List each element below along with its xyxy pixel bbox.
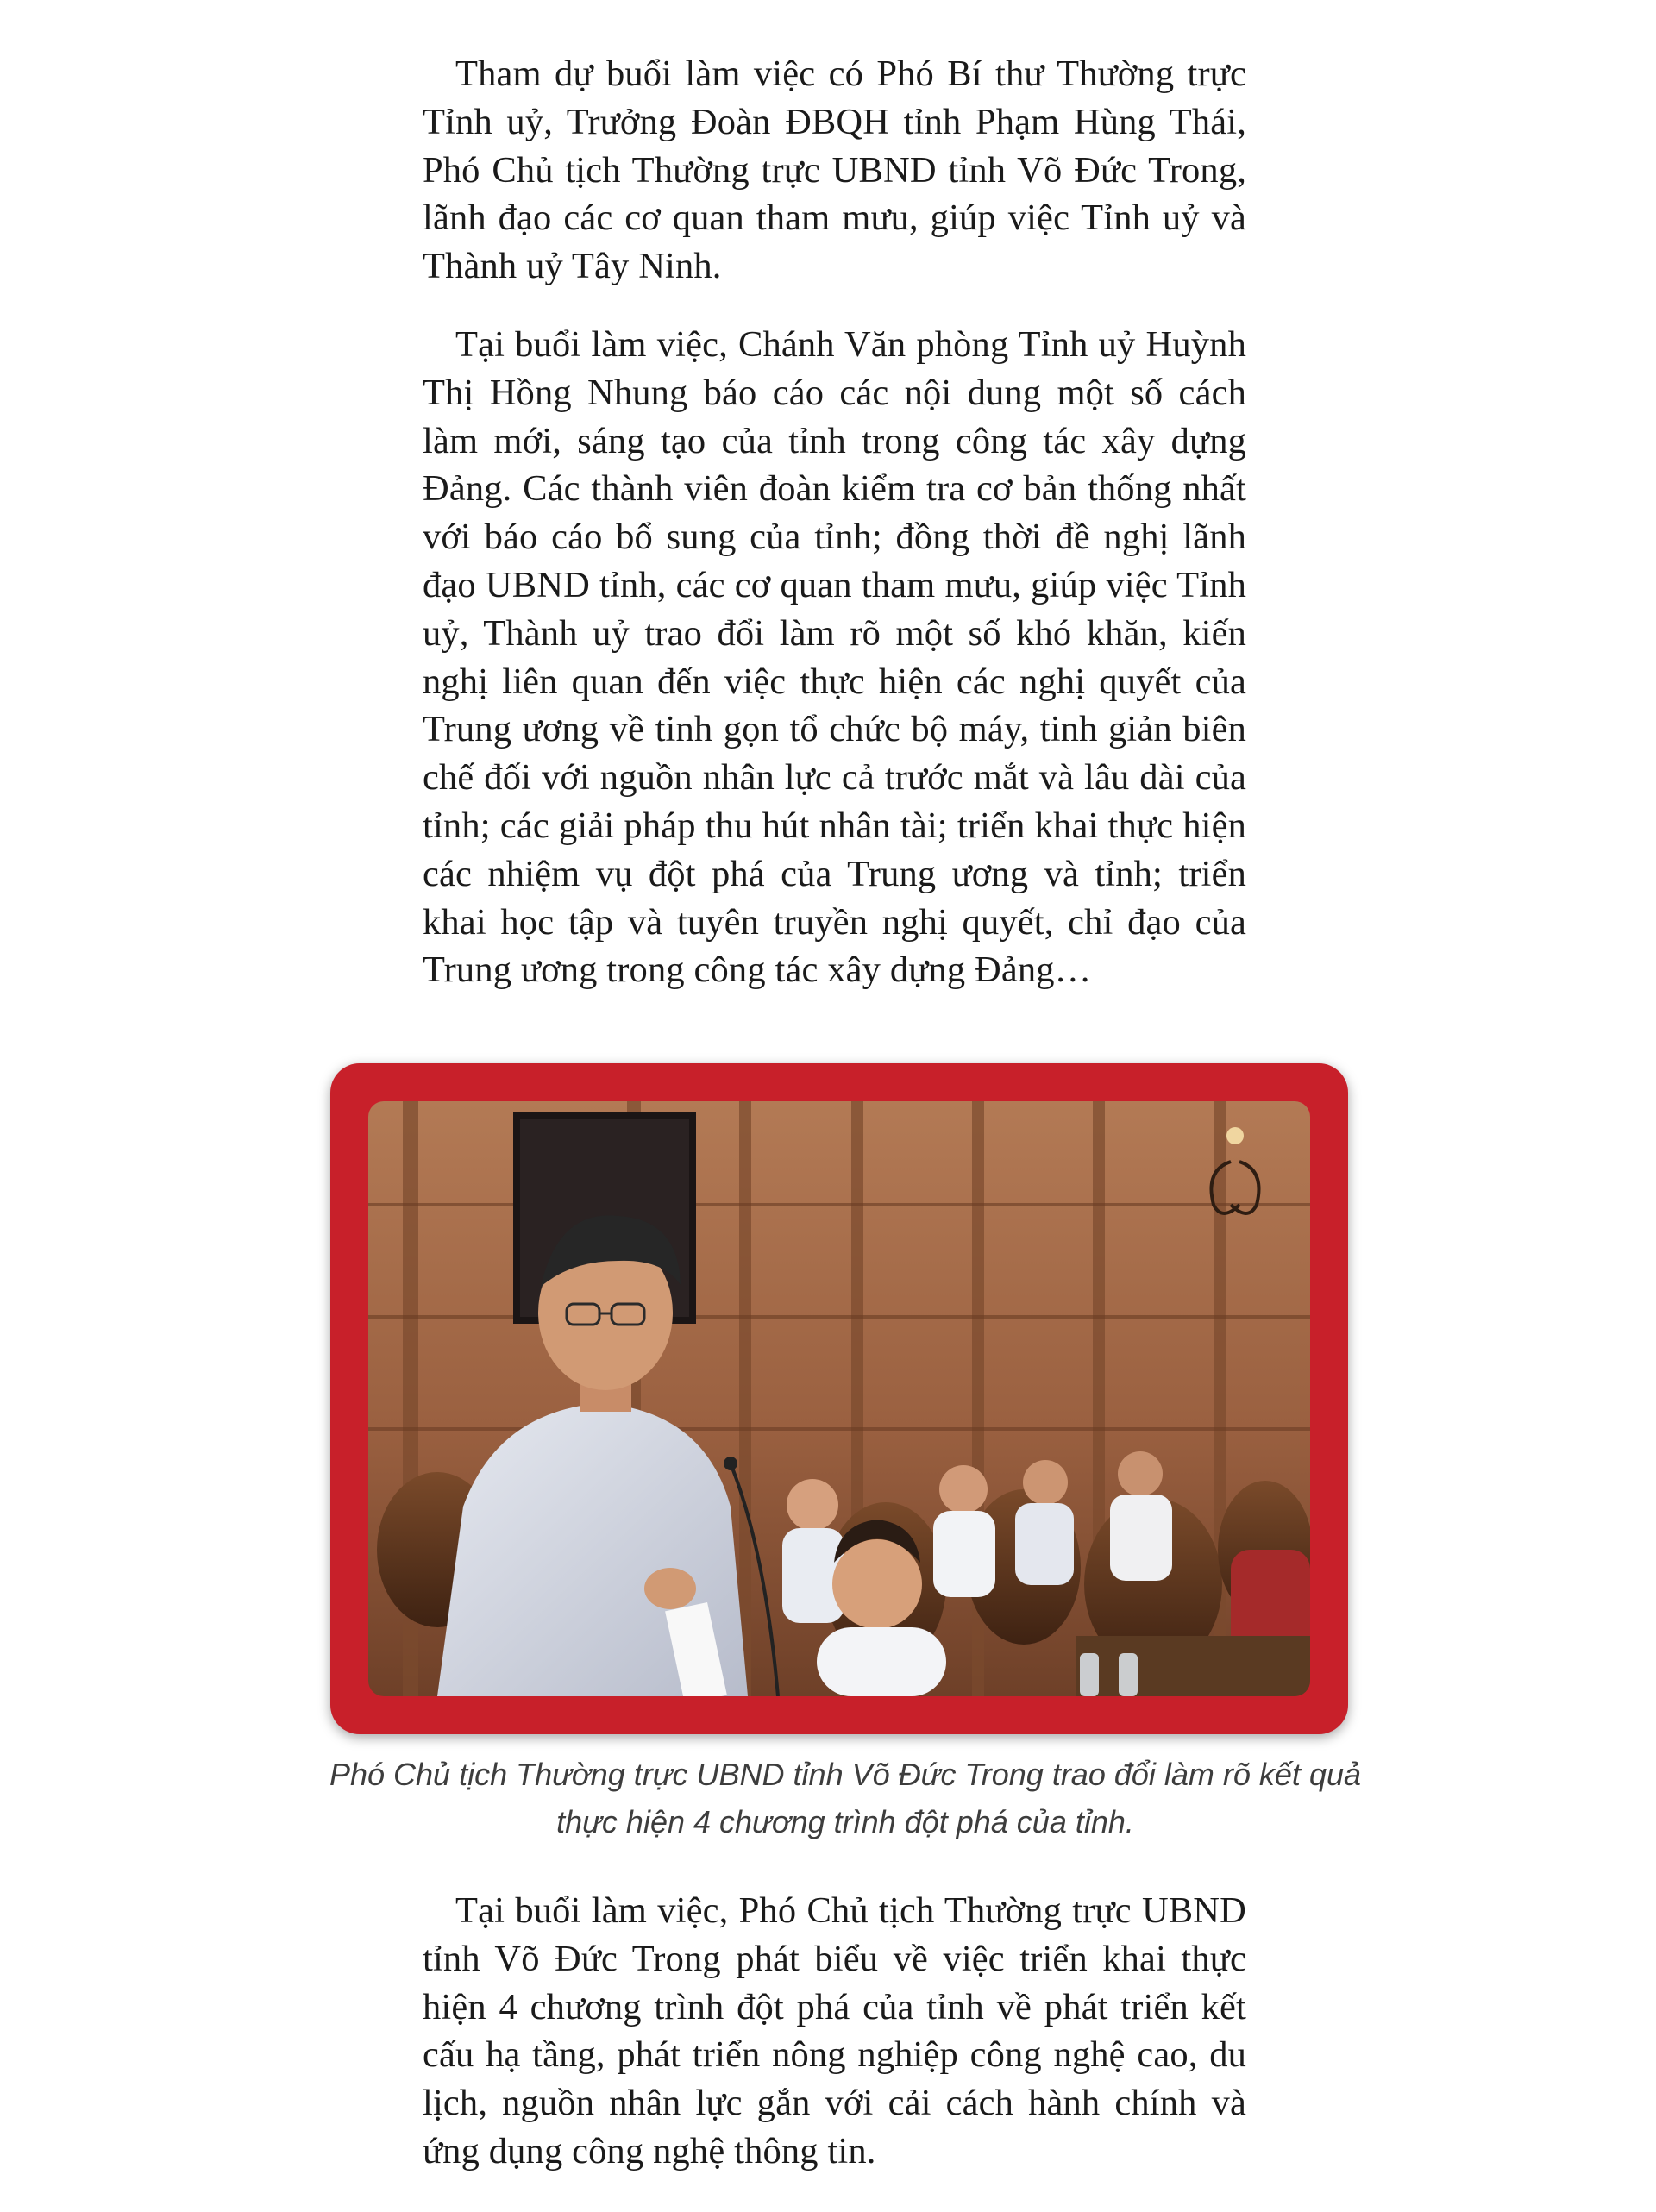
paragraph-report — [423, 321, 1246, 994]
paragraph-text: Tham dự buổi làm việc có Phó Bí thư Thường trực Tỉnh uỷ, Trưởng Đoàn ĐBQH tỉnh Phạm Hùng Thái, Phó Chủ tịch Thường trực UBND tỉnh Võ Đức Trong, lãnh đạo các cơ quan tham mưu, giúp việc Tỉnh uỷ và Thành uỷ Tây Ninh. — [423, 53, 1246, 287]
paragraph-attendees — [423, 50, 1246, 291]
caption-line-1: Phó Chủ tịch Thường trực UBND tỉnh Võ Đức Trong trao đổi làm rõ kết quả — [329, 1757, 1362, 1792]
meeting-photo — [368, 1101, 1310, 1696]
paragraph-text: Tại buổi làm việc, Phó Chủ tịch Thường trực UBND tỉnh Võ Đức Trong phát biểu về việc triển khai thực hiện 4 chương trình đột phá của tỉnh về phát triển kết cấu hạ tầng, phát triển nông nghiệp công nghệ cao, du lịch, nguồn nhân lực gắn với cải cách hành chính và ứng dụng công nghệ thông tin. — [423, 1890, 1246, 2171]
caption-line-2: thực hiện 4 chương trình đột phá của tỉnh. — [556, 1804, 1134, 1839]
photo-frame — [330, 1063, 1348, 1734]
paragraph-text: Tại buổi làm việc, Chánh Văn phòng Tỉnh uỷ Huỳnh Thị Hồng Nhung báo cáo các nội dung một số cách làm mới, sáng tạo của tỉnh trong công tác xây dựng Đảng. Các thành viên đoàn kiểm tra cơ bản thống nhất với báo cáo bổ sung của tỉnh; đồng thời đề nghị lãnh đạo UBND tỉnh, các cơ quan tham mưu, giúp việc Tỉnh uỷ, Thành uỷ trao đổi làm rõ một số khó khăn, kiến nghị liên quan đến việc thực hiện các nghị quyết của Trung ương về tinh gọn tổ chức bộ máy, tinh giản biên chế đối với nguồn nhân lực cả trước mắt và lâu dài của tỉnh; các giải pháp thu hút nhân tài; triển khai thực hiện các nhiệm vụ đột phá của Trung ương và tỉnh; triển khai học tập và tuyên truyền nghị quyết, chỉ đạo của Trung ương trong công tác xây dựng Đảng… — [423, 324, 1246, 991]
photo-caption — [319, 1751, 1371, 1845]
meeting-photo-illustration — [368, 1101, 1310, 1696]
paragraph-vice-chairman — [423, 1887, 1246, 2176]
